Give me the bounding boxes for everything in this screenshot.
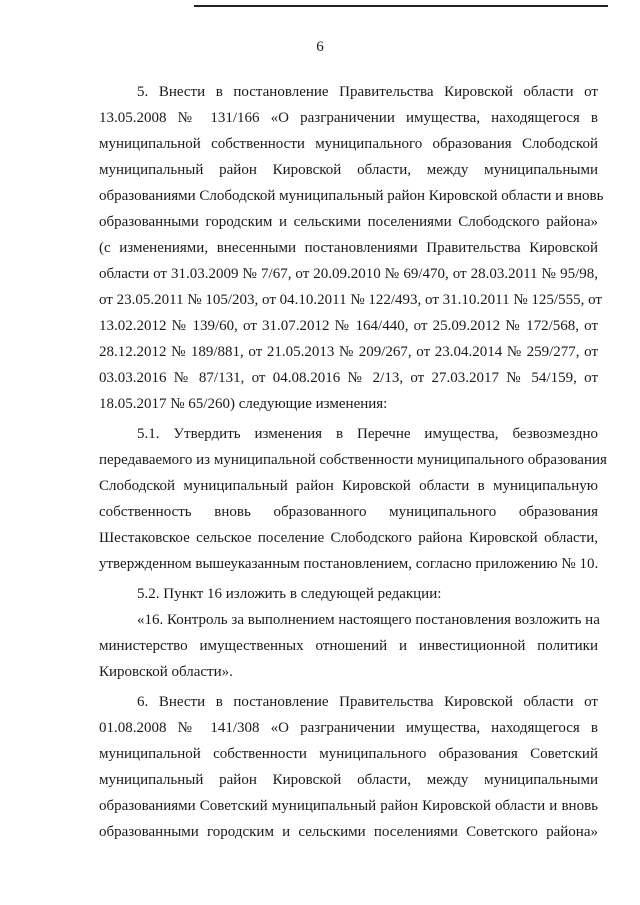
text-line: муниципальный район Кировской области, между муниципальными [99, 772, 598, 788]
text-line: муниципальный район Кировской области, между муниципальными [99, 162, 598, 178]
text-line: 6. Внести в постановление Правительства Кировской области от [137, 694, 598, 710]
paragraph-item-5-2-quote [99, 607, 598, 685]
text-line: от 23.05.2011 № 105/203, от 04.10.2011 № 122/493, от 31.10.2011 № 125/555, от [99, 292, 602, 308]
text-line: 13.02.2012 № 139/60, от 31.07.2012 № 164/440, от 25.09.2012 № 172/568, от [99, 318, 598, 334]
text-line: 5.2. Пункт 16 изложить в следующей редакции: [137, 586, 442, 602]
paragraph-section-6 [99, 689, 598, 845]
text-line: «16. Контроль за выполнением настоящего постановления возложить на [137, 612, 600, 628]
text-line: 03.03.2016 № 87/131, от 04.08.2016 № 2/13, от 27.03.2017 № 54/159, от [99, 370, 598, 386]
text-line: образованиями Советский муниципальный район Кировской области и вновь [99, 798, 598, 814]
text-line: образованными городским и сельскими поселениями Слободского района» [99, 214, 598, 230]
top-rule [194, 5, 608, 7]
paragraph-section-5 [99, 79, 604, 417]
text-line: 01.08.2008 № 141/308 «О разграничении имущества, находящегося в [99, 720, 598, 736]
text-line: 28.12.2012 № 189/881, от 21.05.2013 № 209/267, от 23.04.2014 № 259/277, от [99, 344, 598, 360]
text-line: образованными городским и сельскими поселениями Советского района» [99, 824, 598, 840]
paragraph-item-5-1 [99, 421, 607, 577]
text-line: передаваемого из муниципальной собственности муниципального образования [99, 452, 607, 468]
text-line: образованиями Слободской муниципальный район Кировской области и вновь [99, 188, 604, 204]
text-line: Слободской муниципальный район Кировской области в муниципальную [99, 478, 598, 494]
text-line: 18.05.2017 № 65/260) следующие изменения: [99, 396, 388, 412]
text-line: утвержденном вышеуказанным постановлением, согласно приложению № 10. [99, 556, 599, 572]
text-line: собственность вновь образованного муниципального образования [99, 504, 598, 520]
text-line: 5. Внести в постановление Правительства Кировской области от [137, 84, 598, 100]
text-line: 13.05.2008 № 131/166 «О разграничении имущества, находящегося в [99, 110, 598, 126]
paragraph-item-5-2 [99, 581, 598, 607]
text-line: 5.1. Утвердить изменения в Перечне имущества, безвозмездно [137, 426, 598, 442]
text-line: (с изменениями, внесенными постановлениями Правительства Кировской [99, 240, 598, 256]
text-line: муниципальной собственности муниципального образования Слободской [99, 136, 598, 152]
text-line: области от 31.03.2009 № 7/67, от 20.09.2010 № 69/470, от 28.03.2011 № 95/98, [99, 266, 598, 282]
document-body [99, 79, 607, 845]
text-line: Шестаковское сельское поселение Слободского района Кировской области, [99, 530, 598, 546]
text-line: министерство имущественных отношений и инвестиционной политики [99, 638, 598, 654]
text-line: муниципальной собственности муниципального образования Советский [99, 746, 598, 762]
page-number: 6 [316, 39, 324, 55]
text-line: Кировской области». [99, 664, 233, 680]
